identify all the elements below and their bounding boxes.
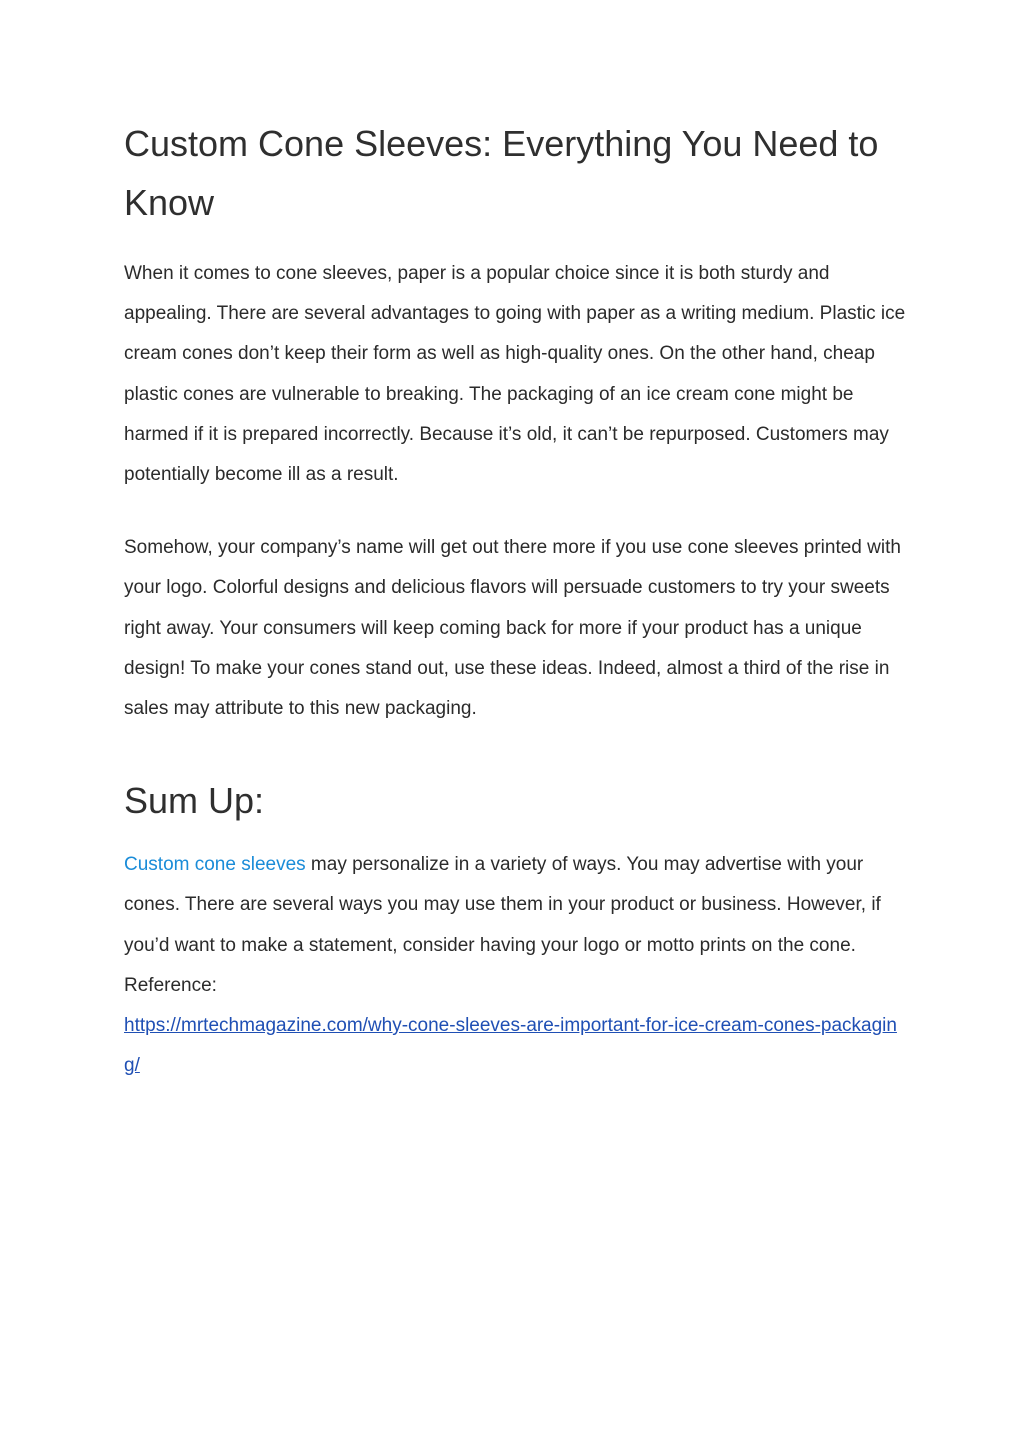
sum-up-heading: Sum Up: (124, 780, 265, 822)
document-page (124, 114, 906, 1086)
intro-paragraph: When it comes to cone sleeves, paper is a popular choice since it is both sturdy and appealing. There are several advantages to going with paper as a writing medium. Plastic ice cream cones don’t keep their form as well as high-quality ones. On the other hand, cheap plastic cones are vulnerable to breaking. The packaging of an ice cream cone might be harmed if it is prepared incorrectly. Because it’s old, it can’t be repurposed. Customers may potentially become ill as a result. (124, 263, 906, 486)
page-title: Custom Cone Sleeves: Everything You Need to Know (124, 123, 879, 223)
branding-paragraph: Somehow, your company’s name will get out there more if you use cone sleeves printed with your logo. Colorful designs and delicious flavors will persuade customers to try your sweets right away. Your consumers will keep coming back for more if your product has a unique design! To make your cones stand out, use these ideas. Indeed, almost a third of the rise in sales may attribute to this new packaging. (124, 537, 901, 720)
reference-label: Reference: (124, 974, 217, 996)
sum-up-paragraph (124, 845, 906, 966)
sum-up-text: may personalize in a variety of ways. You may advertise with your cones. There are several ways you may use them in your product or business. However, if you’d want to make a statement, consider having your logo or motto prints on the cone. (124, 854, 881, 956)
reference-paragraph (124, 1006, 906, 1086)
custom-cone-sleeves-link[interactable]: Custom cone sleeves (124, 854, 306, 876)
reference-link[interactable]: https://mrtechmagazine.com/why-cone-sleeves-are-important-for-ice-cream-cones-packaging/ (124, 1015, 897, 1077)
